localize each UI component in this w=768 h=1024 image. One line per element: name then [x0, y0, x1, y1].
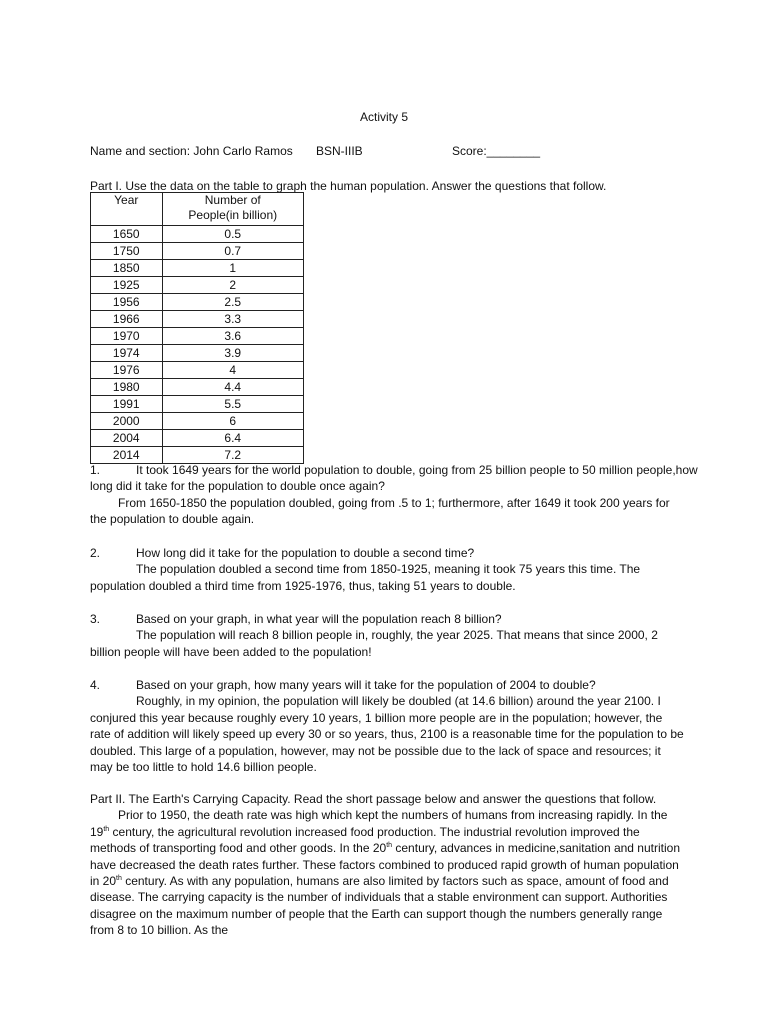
table-row: [91, 311, 304, 328]
population-cell: 3.3: [162, 311, 304, 328]
table-row: [91, 294, 304, 311]
question-text: Based on your graph, in what year will the population reach 8 billion?: [136, 612, 502, 626]
population-cell: 5.5: [162, 396, 304, 413]
section-value: BSN-IIIB: [316, 144, 363, 158]
year-cell: 1970: [91, 328, 163, 345]
population-cell: 0.5: [162, 226, 304, 243]
population-cell: 3.9: [162, 345, 304, 362]
population-cell: 2: [162, 277, 304, 294]
table-row: [91, 379, 304, 396]
table-row: [91, 226, 304, 243]
question-text: How long did it take for the population to double a second time?: [136, 546, 475, 560]
table-body: [91, 226, 304, 464]
question-3: [90, 611, 686, 660]
population-cell: 6.4: [162, 430, 304, 447]
year-cell: 1966: [91, 311, 163, 328]
population-cell: 7.2: [162, 447, 304, 464]
question-2: [90, 545, 686, 594]
year-cell: 1850: [91, 260, 163, 277]
question-number: 1.: [90, 463, 101, 477]
year-cell: 2004: [91, 430, 163, 447]
table-row: [91, 447, 304, 464]
table-header-year: Year: [91, 193, 163, 226]
population-cell: 4.4: [162, 379, 304, 396]
table-row: [91, 396, 304, 413]
population-cell: 3.6: [162, 328, 304, 345]
year-cell: 2014: [91, 447, 163, 464]
table-row: [91, 430, 304, 447]
question-text: long did it take for the population to double once again?: [90, 479, 385, 494]
answer-text: The population doubled a second time from 1850-1925, meaning it took 75 years this time. The population doubled a third time from 1925-1976, thus, taking 51 years to double.: [90, 562, 641, 593]
question-number: 4.: [90, 678, 101, 692]
table-row: [91, 277, 304, 294]
part2-heading: Part II. The Earth's Carrying Capacity. Read the short passage below and answer the questions that follow.: [90, 792, 657, 806]
year-cell: 1980: [91, 379, 163, 396]
page-title: Activity 5: [360, 110, 409, 124]
answer-text: Roughly, in my opinion, the population will likely be doubled (at 14.6 billion) around the year 2100. I conjured this year because roughly every 10 years, 1 billion more people are in the population; however, the rate of addition will likely speed up every 30 or so years, thus, 2100 is a reasonable time for the population to be doubled. This large of a population, however, may not be possible due to the lack of space and resources; it may be too little to hold 14.6 billion people.: [90, 694, 684, 775]
population-cell: 4: [162, 362, 304, 379]
question-4: [90, 677, 686, 775]
part1-instructions: Part I. Use the data on the table to graph the human population. Answer the questions that follow.: [90, 179, 607, 193]
year-cell: 1750: [91, 243, 163, 260]
question-number: 3.: [90, 612, 101, 626]
part2-passage: Prior to 1950, the death rate was high which kept the numbers of humans from increasing rapidly. In the 19th century, the agricultural revolution increased food production. The industrial revolution improved the methods of transporting food and other goods. In the 20th century, advances in medicine,sanitation and nutrition have decreased the death rates further. These factors combined to produced rapid growth of human population in 20th century. As with any population, humans are also limited by factors such as space, amount of food and disease. The carrying capacity is the number of individuals that a stable environment can support. Authorities disagree on the maximum number of people that the Earth can support though the numbers generally range from 8 to 10 billion. As the: [90, 808, 680, 938]
answer-text: From 1650-1850 the population doubled, going from .5 to 1; furthermore, after 1649 it took 200 years for the population to double again.: [90, 495, 670, 527]
year-cell: 1925: [91, 277, 163, 294]
population-cell: 0.7: [162, 243, 304, 260]
table-row: [91, 328, 304, 345]
part2-section: [90, 791, 686, 939]
population-cell: 1: [162, 260, 304, 277]
table-row: [91, 243, 304, 260]
population-table: [90, 192, 304, 464]
name-section-label: Name and section: John Carlo Ramos: [90, 144, 293, 158]
question-number: 2.: [90, 546, 101, 560]
question-text: Based on your graph, how many years will it take for the population of 2004 to double?: [136, 678, 596, 692]
population-cell: 2.5: [162, 294, 304, 311]
answer-text: The population will reach 8 billion people in, roughly, the year 2025. That means that since 2000, 2 billion people will have been added to the population!: [90, 628, 658, 659]
year-cell: 2000: [91, 413, 163, 430]
table-row: [91, 260, 304, 277]
table-row: [91, 345, 304, 362]
year-cell: 1991: [91, 396, 163, 413]
table-row: [91, 362, 304, 379]
year-cell: 1956: [91, 294, 163, 311]
year-cell: 1974: [91, 345, 163, 362]
table-row: [91, 413, 304, 430]
question-1: [90, 462, 698, 528]
question-text: It took 1649 years for the world population to double, going from 25 billion people to 50 million people,how: [136, 463, 698, 477]
year-cell: 1650: [91, 226, 163, 243]
table-header-people: Number of People(in billion): [162, 193, 304, 226]
population-cell: 6: [162, 413, 304, 430]
score-field: Score:________: [452, 144, 541, 158]
year-cell: 1976: [91, 362, 163, 379]
